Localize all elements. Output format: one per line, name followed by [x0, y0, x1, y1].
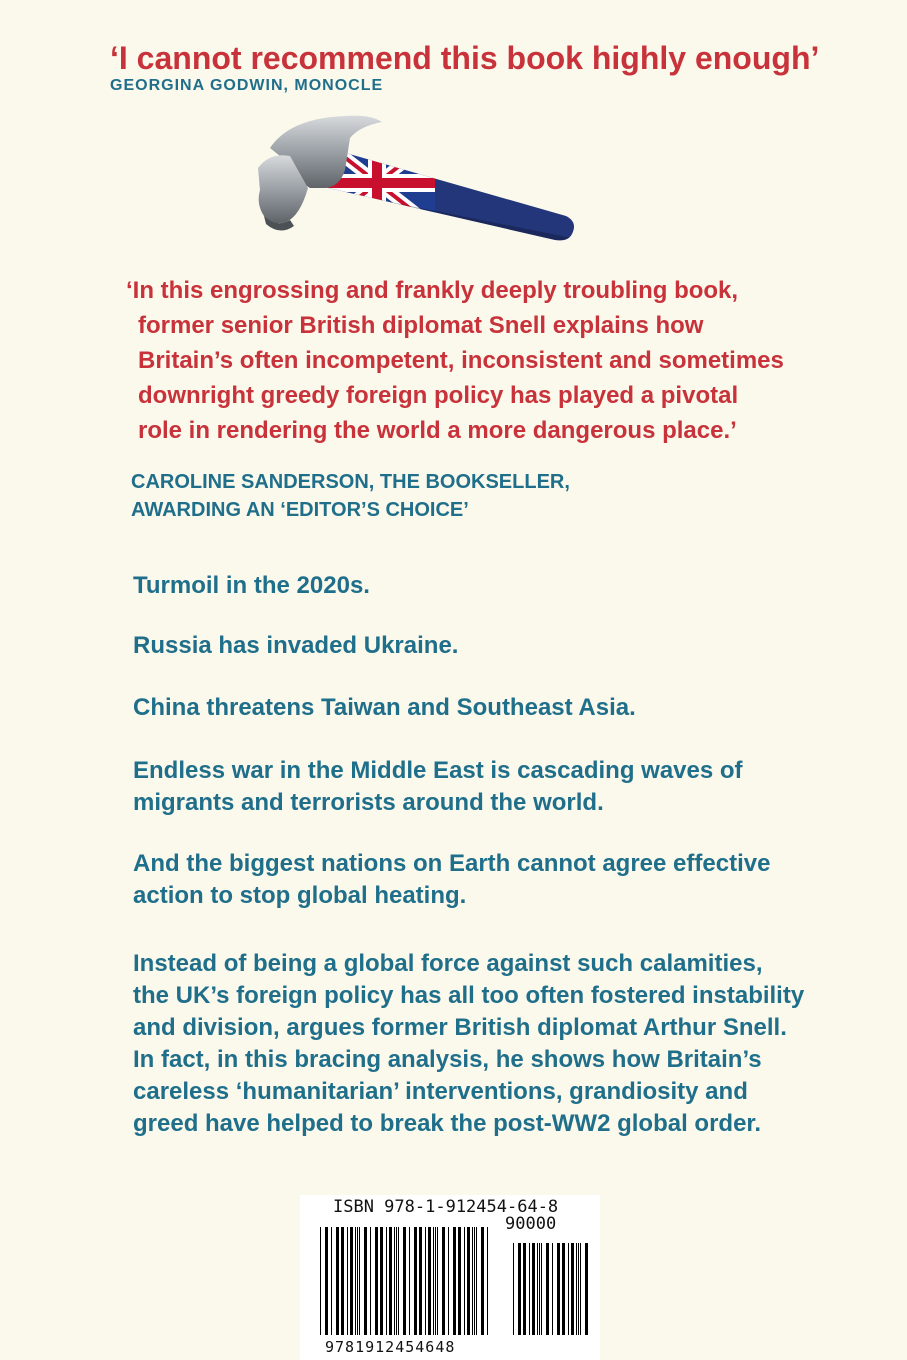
- blurb-line: Endless war in the Middle East is cascading waves of: [133, 757, 743, 784]
- barcode-bar: [347, 1227, 348, 1335]
- barcode-bar: [419, 1227, 422, 1335]
- barcode-addon-number: 90000: [505, 1214, 557, 1234]
- blurb-paragraph: [133, 630, 833, 662]
- blurb-paragraph: [133, 755, 833, 819]
- barcode-bar: [428, 1227, 431, 1335]
- barcode-bar: [389, 1227, 392, 1335]
- barcode-addon-bar: [578, 1243, 579, 1335]
- barcode-addon-bar: [580, 1243, 581, 1335]
- review-quote: [126, 273, 826, 448]
- barcode-bar: [375, 1227, 378, 1335]
- blurb-line: Instead of being a global force against such calamities,: [133, 950, 763, 977]
- barcode-addon-bar: [541, 1243, 542, 1335]
- barcode-addon-bar: [557, 1243, 560, 1335]
- barcode-addon-bar: [537, 1243, 538, 1335]
- barcode-bar: [386, 1227, 387, 1335]
- barcode-bar: [467, 1227, 470, 1335]
- barcode-bar: [403, 1227, 406, 1335]
- barcode-bar: [425, 1227, 426, 1335]
- barcode-bar: [481, 1227, 484, 1335]
- barcode-bar: [448, 1227, 449, 1335]
- barcode-bar: [357, 1227, 358, 1335]
- barcode-bar: [394, 1227, 395, 1335]
- blurb-paragraph: [133, 848, 833, 912]
- barcode-bar: [380, 1227, 383, 1335]
- barcode-bar: [331, 1227, 332, 1335]
- barcode-addon-bar: [576, 1243, 577, 1335]
- blurb-line: greed have helped to break the post-WW2 global order.: [133, 1110, 762, 1137]
- barcode-bar: [474, 1227, 475, 1335]
- barcode-bar: [398, 1227, 399, 1335]
- blurb-line: action to stop global heating.: [133, 882, 467, 909]
- barcode-bar: [472, 1227, 473, 1335]
- barcode-addon-bar: [529, 1243, 530, 1335]
- barcode-bar: [453, 1227, 456, 1335]
- barcode-addon-bar: [539, 1243, 540, 1335]
- review-line: downright greedy foreign policy has played a pivotal: [138, 382, 739, 409]
- barcode-bar: [336, 1227, 339, 1335]
- blurb-paragraph: [133, 570, 833, 602]
- barcode-bar: [435, 1227, 436, 1335]
- review-line: former senior British diplomat Snell explains how: [138, 312, 704, 339]
- barcode-addon-bar: [513, 1243, 514, 1335]
- barcode-bar: [414, 1227, 417, 1335]
- top-quote-attribution: GEORGINA GODWIN, MONOCLE: [110, 77, 384, 94]
- barcode-bar: [359, 1227, 360, 1335]
- barcode-bar: [355, 1227, 356, 1335]
- review-line: Britain’s often incompetent, inconsistent and sometimes: [138, 347, 784, 374]
- review-attribution-line: AWARDING AN ‘EDITOR’S CHOICE’: [131, 499, 469, 521]
- barcode-bar: [325, 1227, 328, 1335]
- barcode-bar: [350, 1227, 353, 1335]
- blurb-line: careless ‘humanitarian’ interventions, grandiosity and: [133, 1078, 748, 1105]
- union-jack-hammer-icon: [250, 108, 580, 258]
- review-attribution: [131, 468, 570, 524]
- barcode-bar: [320, 1227, 321, 1335]
- blurb-line: Russia has invaded Ukraine.: [133, 632, 459, 659]
- barcode-addon-bar: [585, 1243, 588, 1335]
- barcode-bar: [364, 1227, 367, 1335]
- barcode-icon: [320, 1217, 590, 1335]
- barcode-bar: [458, 1227, 461, 1335]
- barcode-addon-bar: [571, 1243, 574, 1335]
- barcode-bar: [476, 1227, 477, 1335]
- barcode-addon-bar: [546, 1243, 549, 1335]
- barcode-bar: [442, 1227, 445, 1335]
- isbn-text: ISBN 978-1-912454-64-8: [333, 1197, 559, 1217]
- blurb-line: Turmoil in the 2020s.: [133, 572, 370, 599]
- barcode-addon-bar: [532, 1243, 535, 1335]
- top-quote: ‘I cannot recommend this book highly enough’: [110, 40, 820, 76]
- blurb-line: migrants and terrorists around the world.: [133, 789, 604, 816]
- barcode-addon-bar: [562, 1243, 565, 1335]
- barcode-bar: [464, 1227, 465, 1335]
- blurb-line: China threatens Taiwan and Southeast Asia.: [133, 694, 636, 721]
- review-attribution-line: CAROLINE SANDERSON, THE BOOKSELLER,: [131, 471, 570, 493]
- blurb-line: and division, argues former British diplomat Arthur Snell.: [133, 1014, 787, 1041]
- review-line: role in rendering the world a more dangerous place.’: [138, 417, 737, 444]
- barcode-bar: [341, 1227, 344, 1335]
- barcode-addon-bar: [518, 1243, 521, 1335]
- blurb-line: In fact, in this bracing analysis, he shows how Britain’s: [133, 1046, 762, 1073]
- blurb-line: And the biggest nations on Earth cannot agree effective: [133, 850, 771, 877]
- barcode-bar: [437, 1227, 438, 1335]
- barcode-bar: [433, 1227, 434, 1335]
- barcode-bar: [409, 1227, 410, 1335]
- blurb-line: the UK’s foreign policy has all too often fostered instability: [133, 982, 805, 1009]
- barcode-bar: [370, 1227, 371, 1335]
- barcode-addon-bar: [552, 1243, 553, 1335]
- barcode-number: 9781912454648: [325, 1338, 456, 1356]
- review-line: ‘In this engrossing and frankly deeply troubling book,: [126, 277, 739, 304]
- barcode-bar: [487, 1227, 488, 1335]
- barcode-addon-bar: [568, 1243, 569, 1335]
- barcode-bar: [396, 1227, 397, 1335]
- blurb-paragraph: [133, 692, 833, 724]
- blurb-paragraph: [133, 948, 833, 1140]
- barcode-addon-bar: [523, 1243, 526, 1335]
